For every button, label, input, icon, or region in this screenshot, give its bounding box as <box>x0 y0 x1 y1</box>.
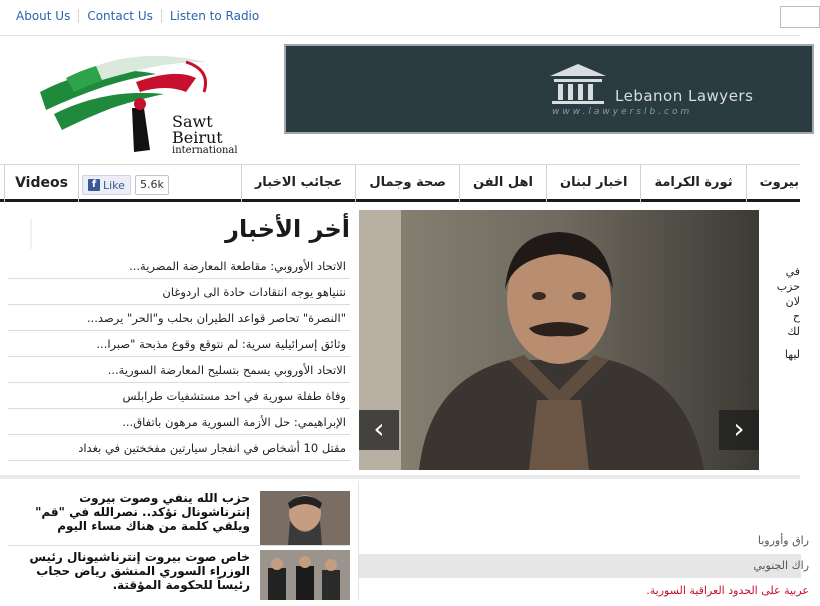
latest-news-title: أخر الأخبار <box>225 215 350 243</box>
caption-line: لان <box>785 295 800 308</box>
list-item[interactable]: وفاة طفلة سورية في احد مستشفيات طرابلس <box>8 383 350 409</box>
list-item[interactable]: وثائق إسرائيلية سرية: لم نتوقع وقوع مذبحة "صبرا... <box>8 331 350 357</box>
story-headline <box>0 550 250 592</box>
slider-caption-clipped <box>760 210 800 470</box>
nav-item-beirut[interactable]: بيروت <box>746 165 812 203</box>
contact-us-link[interactable]: Contact Us <box>79 9 162 23</box>
ticker-row[interactable]: راك الجنوبي <box>359 554 801 578</box>
list-item[interactable]: الاتحاد الأوروبي: مقاطعة المعارضة المصرية... <box>8 253 350 279</box>
nav-item-revolution[interactable]: ثورة الكرامة <box>640 165 745 203</box>
nav-item-strange-news[interactable]: عجائب الاخبار <box>241 165 355 203</box>
nav-item-lebanon-news[interactable]: اخبار لبنان <box>546 165 641 203</box>
story-item[interactable] <box>8 550 350 606</box>
site-logo[interactable] <box>36 52 256 160</box>
logo-text-international: international <box>172 145 238 156</box>
story-thumbnail <box>260 550 350 600</box>
story-line: خاص صوت بيروت إنترناشيونال رئيس <box>29 550 250 564</box>
caption-line: حزب <box>776 280 800 293</box>
list-item[interactable]: الإبراهيمي: حل الأزمة السورية مرهون باتفاق... <box>8 409 350 435</box>
facebook-like-button[interactable] <box>82 175 131 195</box>
story-line: إنترناشونال تؤكد.. نصرالله في "قم" <box>35 505 250 519</box>
list-item[interactable]: الاتحاد الأوروبي يسمح بتسليح المعارضة السورية... <box>8 357 350 383</box>
facebook-icon: f <box>88 179 100 191</box>
story-line: رئيساً للحكومة المؤقتة. <box>112 578 250 592</box>
story-divider <box>8 545 350 546</box>
story-item[interactable] <box>8 491 350 547</box>
news-ticker-column <box>358 481 809 600</box>
nav-items <box>241 165 812 203</box>
like-label: Like <box>103 178 125 192</box>
courthouse-icon <box>548 62 608 106</box>
latest-news-panel <box>0 205 357 475</box>
logo-emblem-icon <box>36 52 256 160</box>
main-nav <box>0 164 800 202</box>
section-divider <box>0 475 800 479</box>
slider-prev-button[interactable]: ‹ <box>359 410 399 450</box>
caption-line: لك <box>787 325 800 338</box>
ticker-row[interactable]: عربية على الحدود العراقية السورية. <box>646 584 809 597</box>
top-links <box>8 9 267 23</box>
listen-to-radio-link[interactable]: Listen to Radio <box>169 9 260 23</box>
nav-item-health-beauty[interactable]: صحة وجمال <box>355 165 459 203</box>
caption-line: ح <box>792 310 800 323</box>
logo-text-beirut: Beirut <box>172 128 223 147</box>
logo-text-sawt: Sawt <box>172 112 213 131</box>
slider-next-button[interactable]: › <box>719 410 759 450</box>
list-item[interactable]: نتنياهو يوجه انتقادات حادة الى اردوغان <box>8 279 350 305</box>
story-line: حزب الله ينفي وصوت بيروت <box>79 491 250 505</box>
banner-title: Lebanon Lawyers <box>615 87 754 105</box>
like-count: 5.6k <box>135 175 169 195</box>
banner-url: www.lawyerslb.com <box>552 107 693 117</box>
list-item[interactable]: مقتل 10 أشخاص في انفجار سيارتين مفخختين في بغداد <box>8 435 350 461</box>
caption-line: في <box>785 265 800 278</box>
search-input[interactable] <box>780 6 820 28</box>
latest-news-list <box>8 253 350 461</box>
story-thumbnail <box>260 491 350 545</box>
about-us-link[interactable]: About Us <box>8 9 79 23</box>
ticker-row[interactable]: راق وأوروبا <box>757 534 809 547</box>
title-divider <box>30 219 32 249</box>
caption-line: ليها <box>784 348 800 361</box>
story-line: الوزراء السوري المنشق رياض حجاب <box>36 564 250 578</box>
list-item[interactable]: "النصرة" تحاصر قواعد الطيران بحلب و"الحر" يرصد... <box>8 305 350 331</box>
nav-item-art[interactable]: اهل الفن <box>459 165 546 203</box>
featured-slider-image[interactable] <box>359 210 759 470</box>
nav-videos[interactable]: Videos <box>4 165 79 203</box>
portrait-photo <box>359 210 759 470</box>
top-bar <box>0 0 800 36</box>
story-line: ويلقي كلمة من هناك مساء اليوم <box>57 519 250 533</box>
story-headline <box>0 491 250 533</box>
